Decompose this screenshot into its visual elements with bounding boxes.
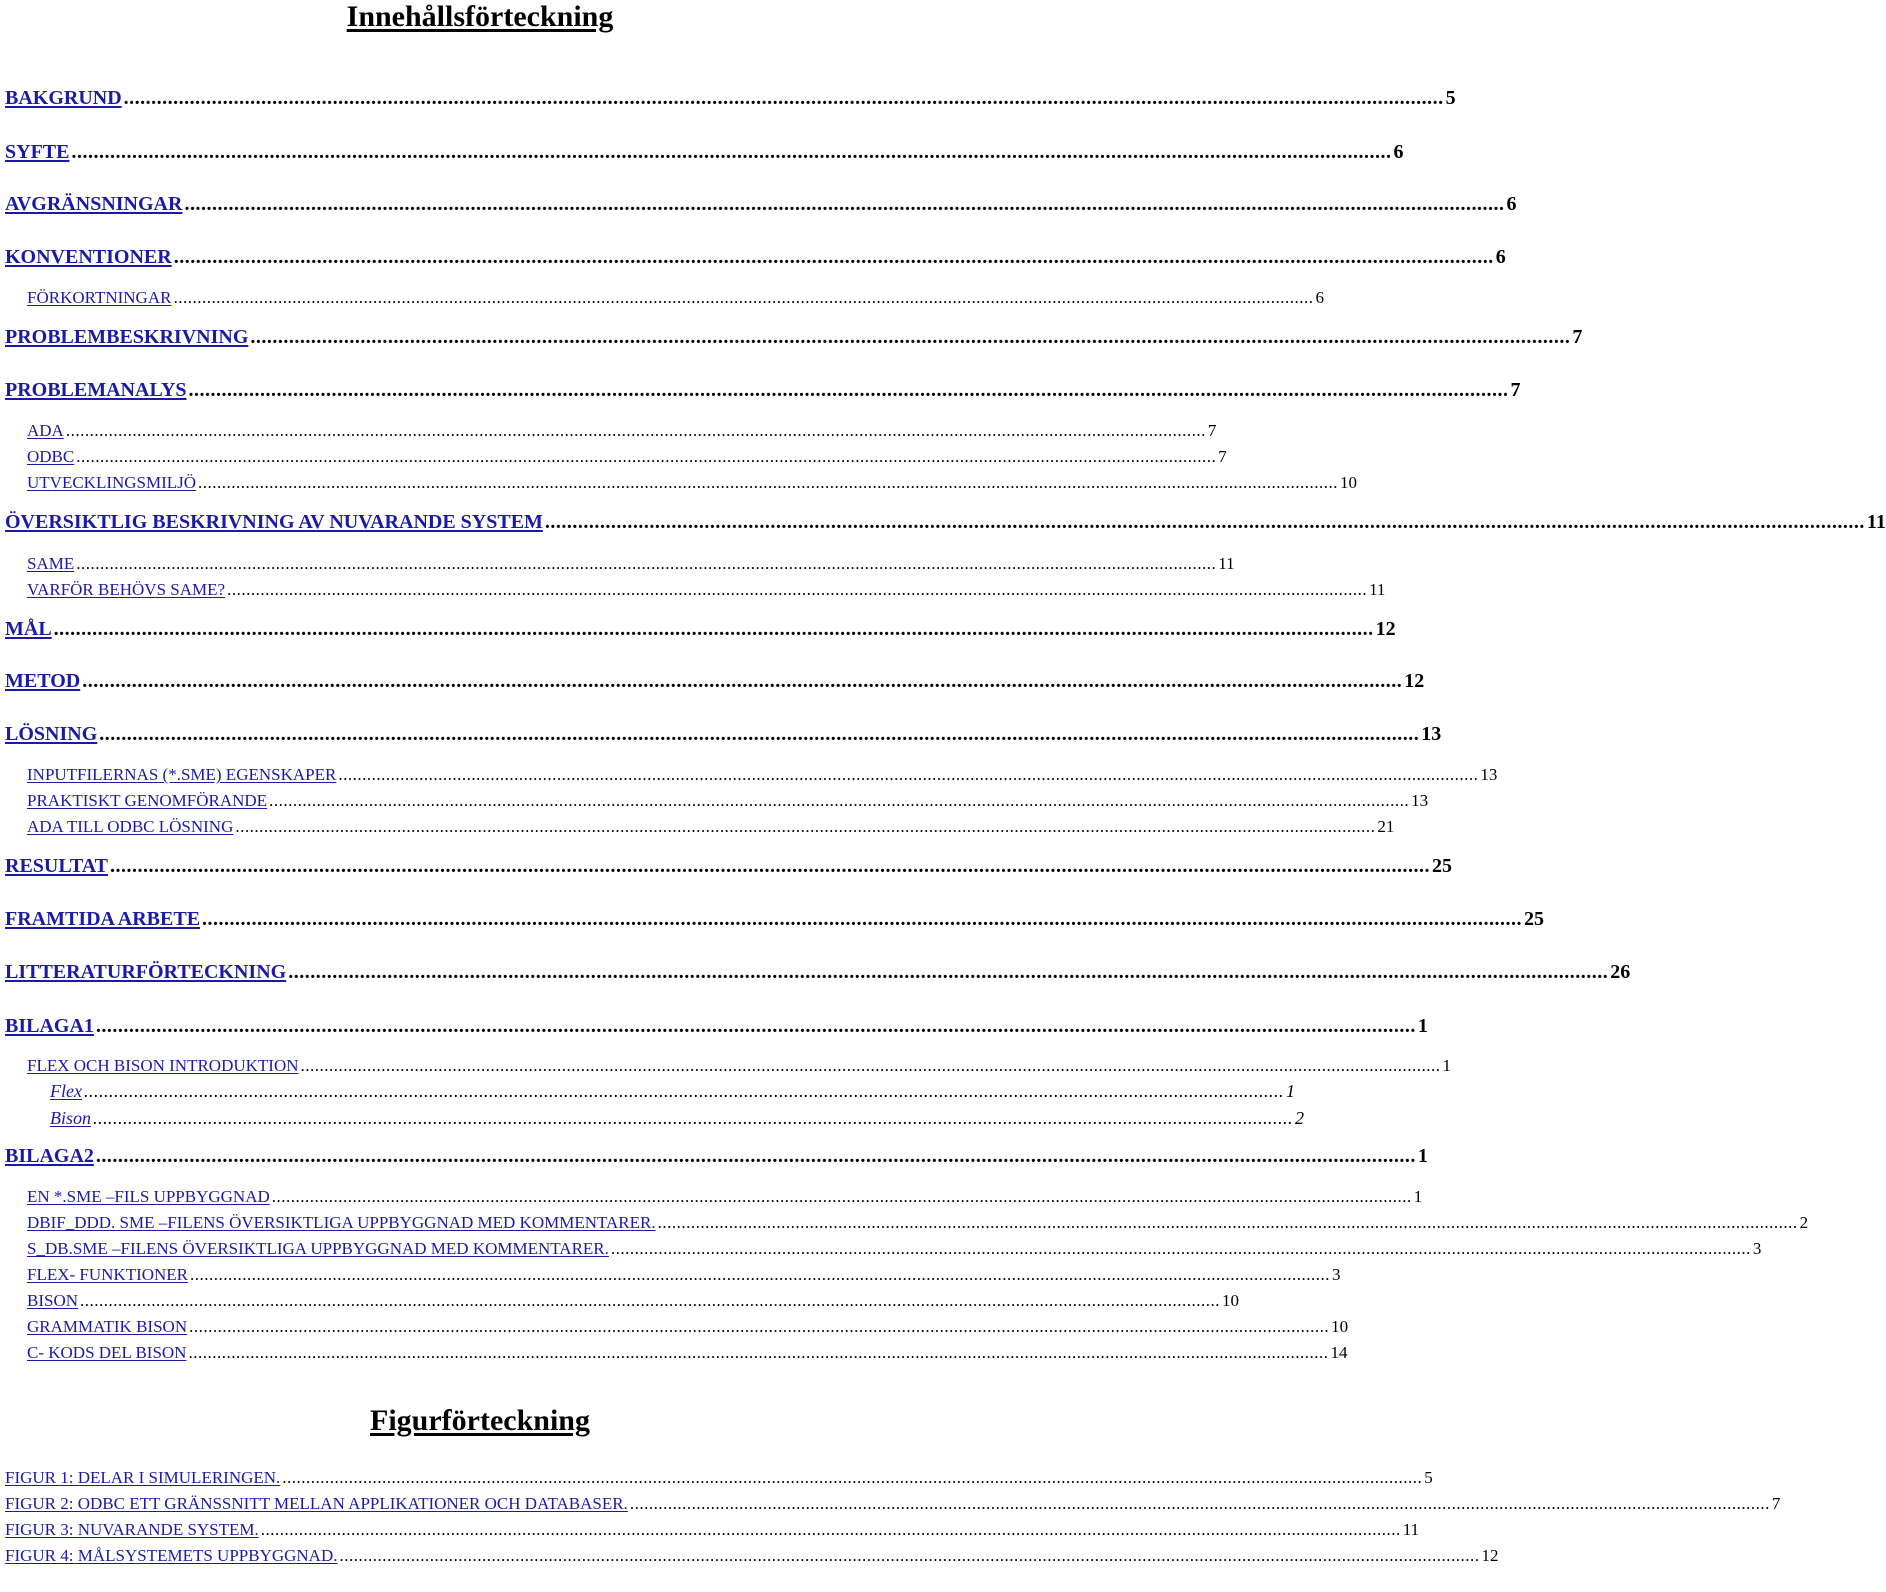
toc-entry-label[interactable]: EN *.SME –FILS UPPBYGGNAD [27, 1187, 270, 1206]
figure-entry-label[interactable]: FIGUR 1: DELAR I SIMULERINGEN. [5, 1468, 281, 1487]
dot-leader [82, 671, 1402, 691]
toc-entry-label[interactable]: BILAGA2 [5, 1145, 94, 1167]
figure-entry[interactable] [0, 1494, 1781, 1513]
dot-leader [611, 1240, 1751, 1257]
toc-entry-page: 13 [1411, 791, 1429, 810]
toc-entry-label[interactable]: FLEX- FUNKTIONER [27, 1265, 189, 1284]
toc-entry-page: 12 [1404, 670, 1425, 692]
dot-leader [189, 380, 1509, 400]
toc-entry-page: 11 [1218, 554, 1235, 573]
toc-entry[interactable] [0, 1108, 1305, 1128]
dot-leader [338, 766, 1478, 783]
toc-entry-page: 13 [1480, 765, 1498, 784]
dot-leader [93, 1109, 1293, 1127]
toc-entry[interactable] [0, 379, 1521, 401]
toc-entry-label[interactable]: MÅL [5, 618, 52, 640]
dot-leader [189, 1318, 1329, 1335]
dot-leader [173, 289, 1313, 306]
toc-entry-label[interactable]: ÖVERSIKTLIG BESKRIVNING AV NUVARANDE SYSTEM [5, 511, 543, 533]
toc-entry[interactable] [0, 87, 1456, 109]
toc-entry-page: 2 [1799, 1213, 1809, 1232]
dot-leader [545, 512, 1865, 532]
toc-entry-label[interactable]: PROBLEMANALYS [5, 379, 187, 401]
toc-entry-label[interactable]: INPUTFILERNAS (*.SME) EGENSKAPER [27, 765, 337, 784]
toc-entry-label[interactable]: GRAMMATIK BISON [27, 1317, 188, 1336]
figure-entry[interactable] [0, 1468, 1433, 1487]
dot-leader [190, 1266, 1330, 1283]
toc-entry-page: 7 [1572, 326, 1583, 348]
toc-entry[interactable] [0, 580, 1386, 599]
dot-leader [76, 555, 1216, 572]
dot-leader [198, 474, 1338, 491]
toc-entry[interactable] [0, 1265, 1341, 1284]
figure-entry-page: 12 [1481, 1546, 1499, 1565]
figure-entry-page: 7 [1771, 1494, 1781, 1513]
toc-entry-label[interactable]: ADA TILL ODBC LÖSNING [27, 817, 234, 836]
toc-entry-label[interactable]: FRAMTIDA ARBETE [5, 908, 201, 930]
dot-leader [340, 1547, 1480, 1564]
toc-entry-label[interactable]: ODBC [27, 447, 75, 466]
figure-entry-page: 5 [1424, 1468, 1433, 1487]
figure-entry[interactable] [0, 1546, 1499, 1565]
toc-entry-label[interactable]: KONVENTIONER [5, 246, 172, 268]
dot-leader [282, 1469, 1422, 1486]
dot-leader [630, 1495, 1770, 1512]
toc-entry-page: 1 [1442, 1056, 1452, 1075]
toc-entry-page: 1 [1413, 1187, 1423, 1206]
toc-entry-label[interactable]: METOD [5, 670, 81, 692]
toc-entry[interactable] [0, 1056, 1452, 1075]
figure-entry-label[interactable]: FIGUR 3: NUVARANDE SYSTEM. [5, 1520, 259, 1539]
dot-leader [71, 142, 1391, 162]
toc-entry-page: 3 [1752, 1239, 1762, 1258]
toc-entry-page: 3 [1332, 1265, 1341, 1284]
toc-entry-label[interactable]: PRAKTISKT GENOMFÖRANDE [27, 791, 268, 810]
toc-entry[interactable] [0, 1145, 1428, 1167]
dot-leader [184, 194, 1504, 214]
toc-entry-label[interactable]: AVGRÄNSNINGAR [5, 193, 183, 215]
toc-entry-label[interactable]: BISON [27, 1291, 79, 1310]
toc-entry-label[interactable]: LITTERATURFÖRTECKNING [5, 961, 287, 983]
toc-entry-page: 11 [1866, 511, 1886, 533]
dot-leader [269, 792, 1409, 809]
dot-leader [235, 818, 1375, 835]
toc-entry-page: 12 [1375, 618, 1396, 640]
figures-title: Figurförteckning [370, 1404, 590, 1437]
toc-entry-page: 10 [1222, 1291, 1240, 1310]
dot-leader [124, 88, 1444, 108]
toc-entry-label[interactable]: FÖRKORTNINGAR [27, 288, 172, 307]
toc-entry-page: 25 [1524, 908, 1545, 930]
dot-leader [250, 327, 1570, 347]
dot-leader [288, 962, 1608, 982]
toc-entry[interactable] [0, 1081, 1295, 1101]
toc-entry[interactable] [0, 670, 1425, 692]
toc-entry-page: 2 [1295, 1108, 1305, 1128]
toc-entry-page: 1 [1285, 1081, 1295, 1101]
toc-entry-label[interactable]: LÖSNING [5, 723, 98, 745]
toc-entry-label[interactable]: C- KODS DEL BISON [27, 1343, 187, 1362]
figure-entry-label[interactable]: FIGUR 2: ODBC ETT GRÄNSSNITT MELLAN APPLIKATIONER OCH DATABASER. [5, 1494, 628, 1513]
dot-leader [227, 581, 1367, 598]
toc-entry[interactable] [0, 141, 1404, 163]
toc-entry-label[interactable]: PROBLEMBESKRIVNING [5, 326, 249, 348]
toc-entry[interactable] [0, 447, 1227, 466]
toc-entry-label[interactable]: RESULTAT [5, 855, 109, 877]
figure-entry-label[interactable]: FIGUR 4: MÅLSYSTEMETS UPPBYGGNAD. [5, 1546, 338, 1565]
toc-title: Innehållsförteckning [346, 0, 614, 33]
toc-entry-label[interactable]: Bison [50, 1108, 92, 1128]
toc-entry-page: 10 [1340, 473, 1358, 492]
toc-entry-page: 1 [1417, 1145, 1428, 1167]
dot-leader [96, 1016, 1416, 1036]
toc-entry[interactable] [0, 421, 1217, 440]
toc-entry-page: 6 [1393, 141, 1404, 163]
dot-leader [272, 1188, 1412, 1205]
dot-leader [261, 1521, 1401, 1538]
toc-entry[interactable] [0, 908, 1545, 930]
toc-entry-label[interactable]: BAKGRUND [5, 87, 122, 109]
toc-entry-page: 7 [1218, 447, 1227, 466]
toc-entry-page: 25 [1432, 855, 1453, 877]
toc-entry-label[interactable]: DBIF_DDD. SME –FILENS ÖVERSIKTLIGA UPPBYGGNAD MED KOMMENTARER. [27, 1213, 656, 1232]
toc-entry[interactable] [0, 193, 1517, 215]
figure-entry[interactable] [0, 1520, 1420, 1539]
toc-entry-page: 6 [1315, 288, 1324, 307]
toc-entry-page: 10 [1331, 1317, 1349, 1336]
toc-entry-page: 6 [1495, 246, 1506, 268]
dot-leader [96, 1146, 1416, 1166]
toc-entry-label[interactable]: BILAGA1 [5, 1015, 94, 1037]
toc-entry[interactable] [0, 1291, 1240, 1310]
dot-leader [202, 909, 1522, 929]
toc-entry[interactable] [0, 817, 1395, 836]
toc-entry-page: 14 [1330, 1343, 1348, 1362]
toc-entry-page: 7 [1207, 421, 1217, 440]
toc-entry-page: 1 [1417, 1015, 1428, 1037]
toc-entry-page: 7 [1510, 379, 1521, 401]
toc-entry-page: 5 [1445, 87, 1456, 109]
toc-entry-label[interactable]: UTVECKLINGSMILJÖ [27, 473, 197, 492]
dot-leader [658, 1214, 1798, 1231]
toc-entry-label[interactable]: FLEX OCH BISON INTRODUKTION [27, 1056, 299, 1075]
toc-entry-page: 11 [1369, 580, 1386, 599]
dot-leader [66, 422, 1206, 439]
dot-leader [54, 619, 1374, 639]
toc-entry-label[interactable]: SYFTE [5, 141, 70, 163]
dot-leader [99, 724, 1419, 744]
dot-leader [76, 448, 1216, 465]
toc-entry[interactable] [0, 1343, 1348, 1362]
dot-leader [80, 1292, 1220, 1309]
toc-entry-label[interactable]: VARFÖR BEHÖVS SAME? [27, 580, 226, 599]
dot-leader [174, 247, 1494, 267]
toc-entry-label[interactable]: SAME [27, 554, 75, 573]
toc-entry-label[interactable]: ADA [27, 421, 64, 440]
toc-entry[interactable] [0, 1015, 1428, 1037]
toc-entry[interactable] [0, 791, 1429, 810]
toc-entry[interactable] [0, 511, 1886, 533]
toc-entry[interactable] [0, 855, 1453, 877]
toc-entry[interactable] [0, 1317, 1349, 1336]
toc-entry[interactable] [0, 473, 1358, 492]
toc-entry-label[interactable]: Flex [50, 1081, 82, 1101]
toc-entry[interactable] [0, 1239, 1762, 1258]
toc-entry-page: 26 [1610, 961, 1631, 983]
toc-entry[interactable] [0, 618, 1396, 640]
toc-entry[interactable] [0, 1187, 1423, 1206]
toc-entry[interactable] [0, 1213, 1809, 1232]
toc-entry-label[interactable]: S_DB.SME –FILENS ÖVERSIKTLIGA UPPBYGGNAD MED KOMMENTARER. [27, 1239, 609, 1258]
toc-entry[interactable] [0, 554, 1235, 573]
figure-entry-page: 11 [1402, 1520, 1420, 1539]
toc-entry-page: 6 [1506, 193, 1517, 215]
dot-leader [301, 1057, 1441, 1074]
toc-entry[interactable] [0, 288, 1324, 307]
toc-entry-page: 13 [1421, 723, 1442, 745]
toc-entry[interactable] [0, 723, 1442, 745]
dot-leader [110, 856, 1430, 876]
dot-leader [84, 1082, 1284, 1100]
dot-leader [188, 1344, 1328, 1361]
toc-entry[interactable] [0, 765, 1498, 784]
toc-entry[interactable] [0, 326, 1583, 348]
toc-entry-page: 21 [1377, 817, 1395, 836]
toc-entry[interactable] [0, 961, 1631, 983]
toc-entry[interactable] [0, 246, 1506, 268]
